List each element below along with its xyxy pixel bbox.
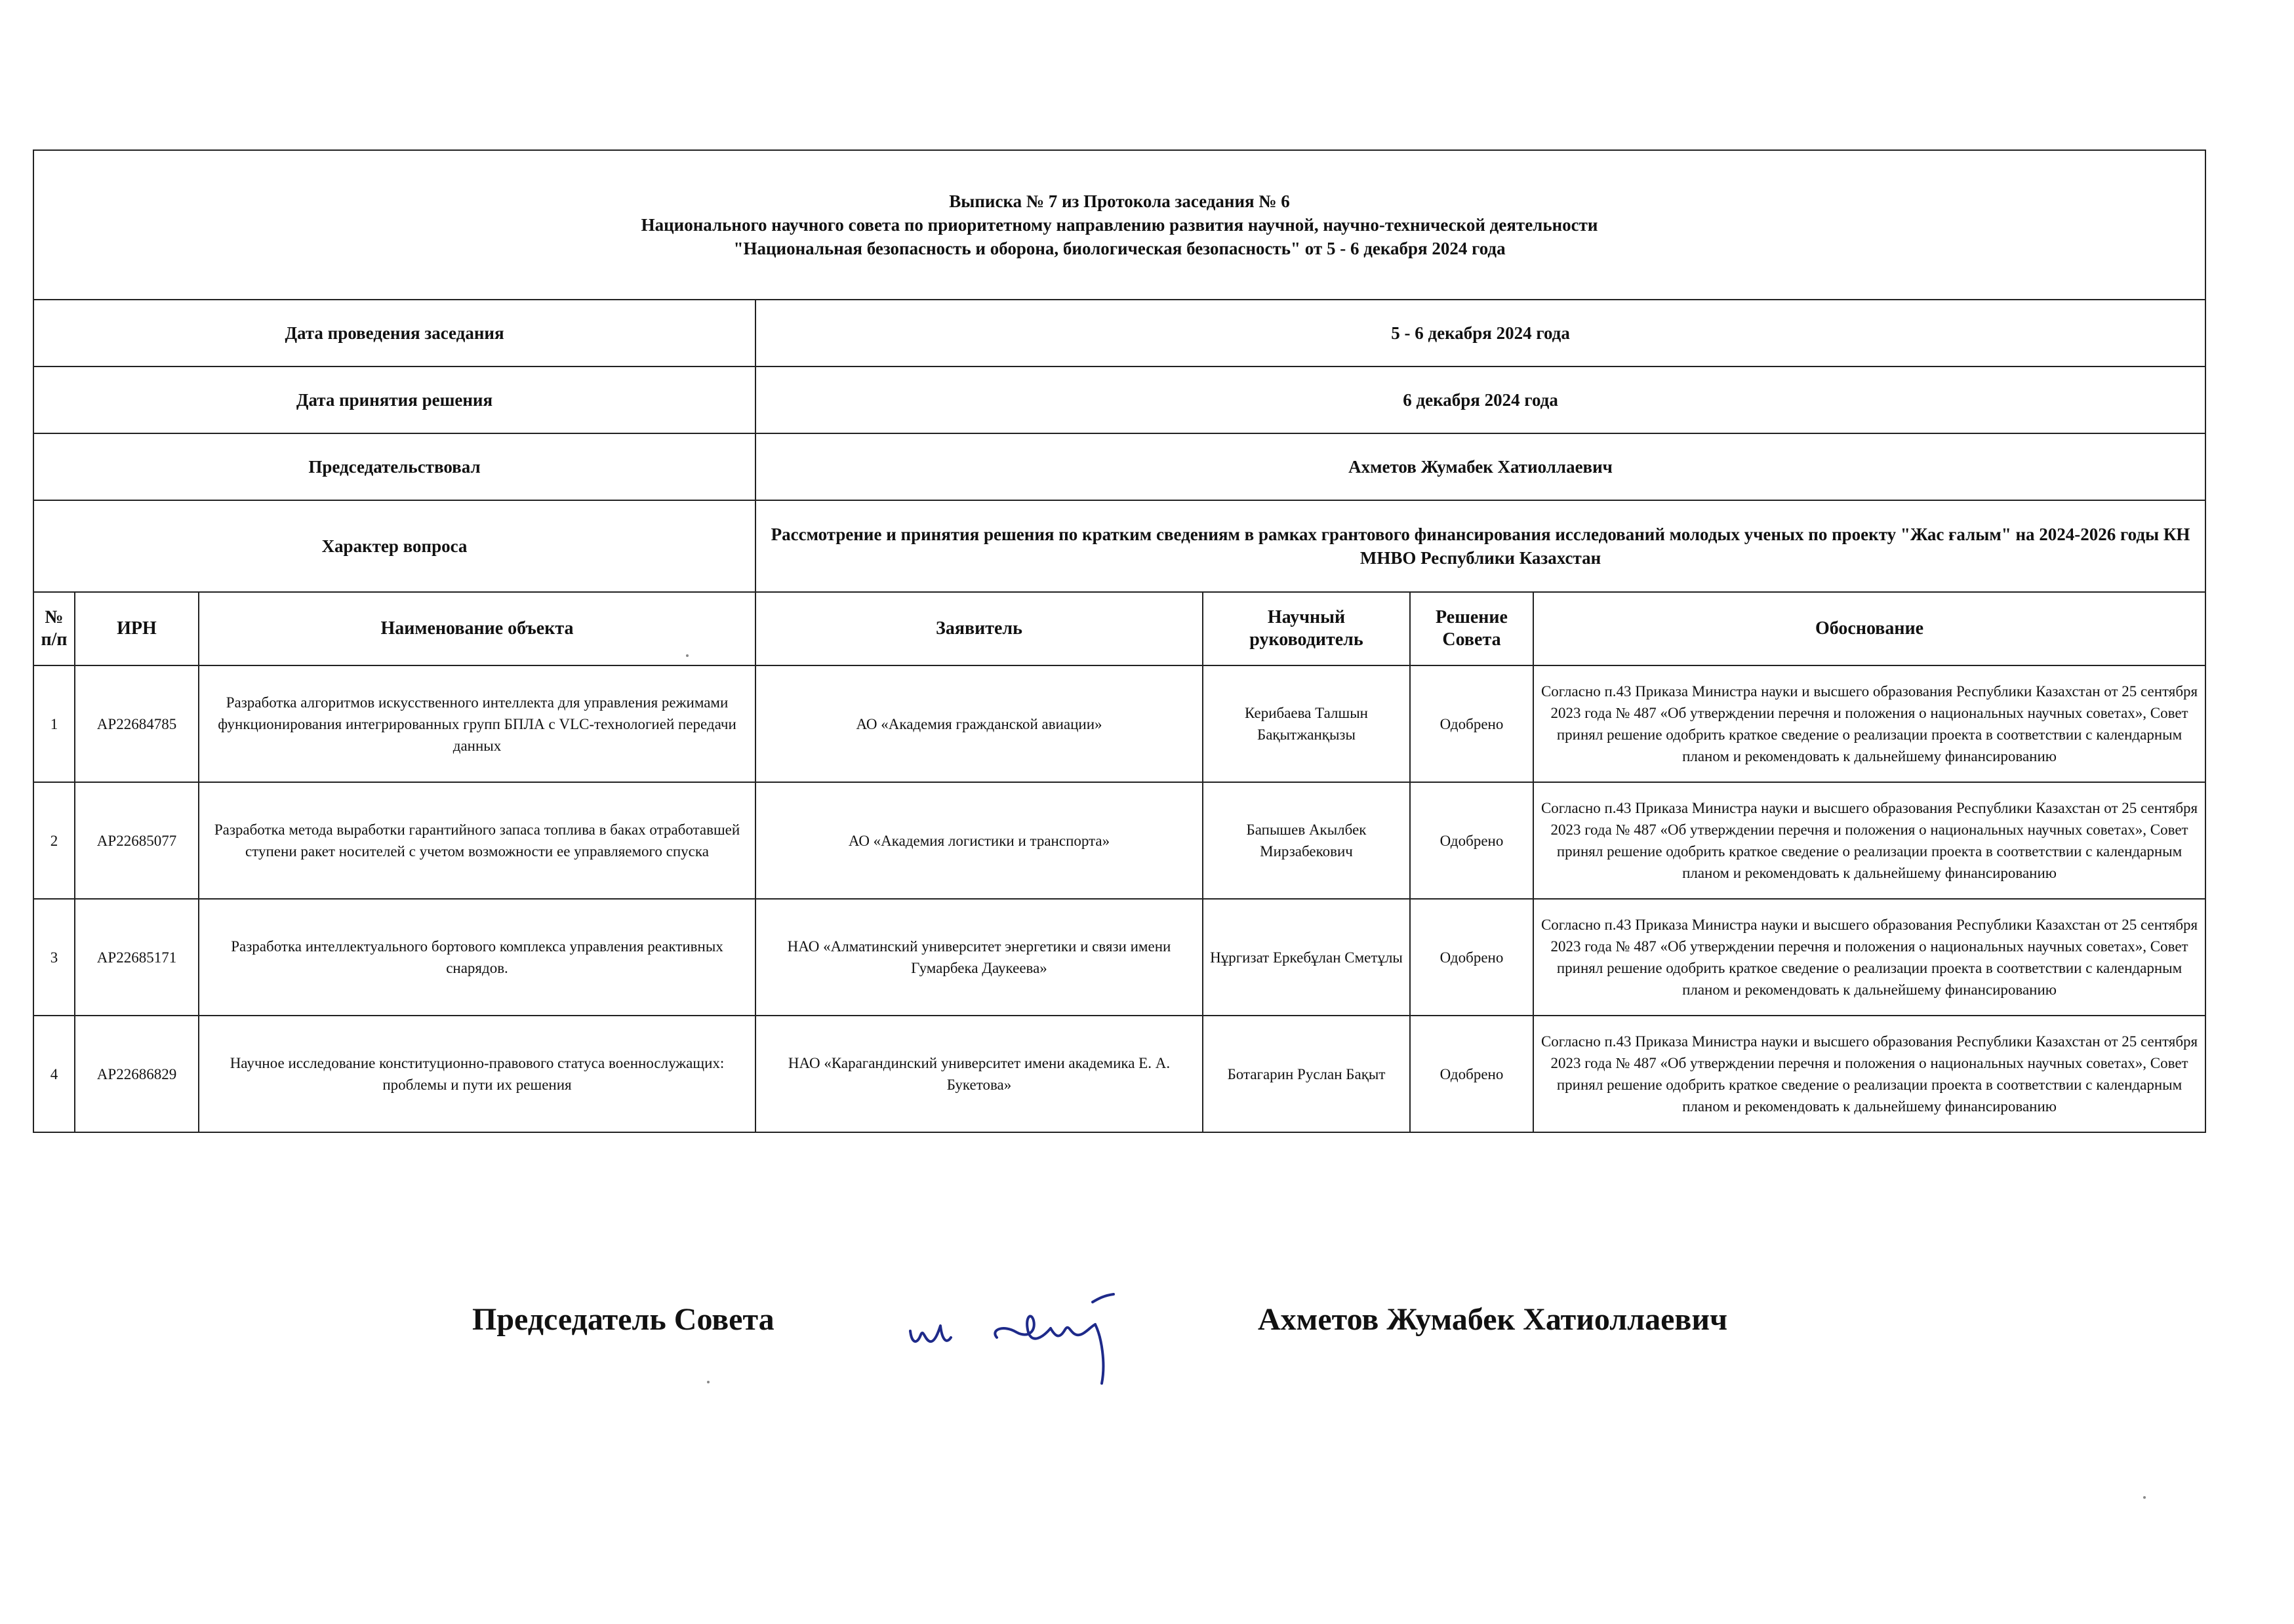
row-decision: Одобрено bbox=[1410, 665, 1533, 782]
header-line-2: Национального научного совета по приоритетному направлению развития научной, научно-технической деятельности bbox=[641, 215, 1598, 235]
row-supervisor: Керибаева Талшын Бақытжанқызы bbox=[1203, 665, 1410, 782]
decision-date-value: 6 декабря 2024 года bbox=[755, 366, 2205, 433]
row-justification: Согласно п.43 Приказа Министра науки и высшего образования Республики Казахстан от 25 сентября 2023 года № 487 «Об утверждении перечня и положения о национальных научных советах», Совет принял решение одобрить краткое сведение о реализации проекта в соответствии с календарным планом и рекомендовать к дальнейшему финансированию bbox=[1533, 1016, 2205, 1132]
table-column-headers bbox=[33, 592, 2205, 665]
col-header-decision: Решение Совета bbox=[1410, 592, 1533, 665]
row-name: Научное исследование конституционно-правового статуса военнослужащих: проблемы и пути их решения bbox=[199, 1016, 755, 1132]
row-name: Разработка алгоритмов искусственного интеллекта для управления режимами функционирования интегрированных групп БПЛА с VLC-технологией передачи данных bbox=[199, 665, 755, 782]
row-justification: Согласно п.43 Приказа Министра науки и высшего образования Республики Казахстан от 25 сентября 2023 года № 487 «Об утверждении перечня и положения о национальных научных советах», Совет принял решение одобрить краткое сведение о реализации проекта в соответствии с календарным планом и рекомендовать к дальнейшему финансированию bbox=[1533, 665, 2205, 782]
col-header-applicant: Заявитель bbox=[755, 592, 1203, 665]
row-applicant: НАО «Карагандинский университет имени академика Е. А. Букетова» bbox=[755, 1016, 1203, 1132]
row-decision: Одобрено bbox=[1410, 1016, 1533, 1132]
issue-value: Рассмотрение и принятия решения по кратким сведениям в рамках грантового финансирования исследований молодых ученых по проекту "Жас ғалым" на 2024-2026 годы КН МНВО Республики Казахстан bbox=[755, 500, 2205, 592]
row-decision: Одобрено bbox=[1410, 899, 1533, 1016]
col-header-justification: Обоснование bbox=[1533, 592, 2205, 665]
row-num: 4 bbox=[33, 1016, 75, 1132]
row-justification: Согласно п.43 Приказа Министра науки и высшего образования Республики Казахстан от 25 сентября 2023 года № 487 «Об утверждении перечня и положения о национальных научных советах», Совет принял решение одобрить краткое сведение о реализации проекта в соответствии с календарным планом и рекомендовать к дальнейшему финансированию bbox=[1533, 782, 2205, 899]
row-irn: AP22685171 bbox=[75, 899, 199, 1016]
handwritten-signature bbox=[905, 1292, 1161, 1390]
row-applicant: АО «Академия гражданской авиации» bbox=[755, 665, 1203, 782]
meeting-date-row bbox=[33, 300, 2205, 366]
decision-date-label: Дата принятия решения bbox=[33, 366, 755, 433]
row-irn: AP22686829 bbox=[75, 1016, 199, 1132]
chair-row bbox=[33, 433, 2205, 500]
row-name: Разработка метода выработки гарантийного запаса топлива в баках отработавшей ступени ракет носителей с учетом возможности ее управляемого спуска bbox=[199, 782, 755, 899]
table-row bbox=[33, 1016, 2205, 1132]
chair-position-label: Председатель Совета bbox=[472, 1302, 775, 1337]
meeting-date-label: Дата проведения заседания bbox=[33, 300, 755, 366]
row-name: Разработка интеллектуального бортового комплекса управления реактивных снарядов. bbox=[199, 899, 755, 1016]
header-line-1: Выписка № 7 из Протокола заседания № 6 bbox=[949, 191, 1290, 211]
col-header-supervisor: Научный руководитель bbox=[1203, 592, 1410, 665]
row-supervisor: Нұргизат Еркебұлан Сметұлы bbox=[1203, 899, 1410, 1016]
protocol-table bbox=[33, 149, 2206, 1133]
protocol-extract bbox=[33, 149, 2205, 1133]
scan-speck bbox=[686, 654, 689, 657]
row-irn: AP22685077 bbox=[75, 782, 199, 899]
row-supervisor: Ботагарин Руслан Бақыт bbox=[1203, 1016, 1410, 1132]
header-line-3: "Национальная безопасность и оборона, биологическая безопасность" от 5 - 6 декабря 2024 года bbox=[733, 239, 1506, 258]
document-header bbox=[33, 150, 2205, 300]
meeting-date-value: 5 - 6 декабря 2024 года bbox=[755, 300, 2205, 366]
issue-label: Характер вопроса bbox=[33, 500, 755, 592]
document-title bbox=[33, 150, 2205, 300]
chair-label: Председательствовал bbox=[33, 433, 755, 500]
chair-value: Ахметов Жумабек Хатиоллаевич bbox=[755, 433, 2205, 500]
scan-speck bbox=[707, 1381, 710, 1383]
row-applicant: АО «Академия логистики и транспорта» bbox=[755, 782, 1203, 899]
col-header-irn: ИРН bbox=[75, 592, 199, 665]
row-supervisor: Бапышев Акылбек Мирзабекович bbox=[1203, 782, 1410, 899]
col-header-num: № п/п bbox=[33, 592, 75, 665]
row-num: 2 bbox=[33, 782, 75, 899]
row-irn: AP22684785 bbox=[75, 665, 199, 782]
table-row bbox=[33, 665, 2205, 782]
row-decision: Одобрено bbox=[1410, 782, 1533, 899]
row-num: 3 bbox=[33, 899, 75, 1016]
col-header-name: Наименование объекта bbox=[199, 592, 755, 665]
issue-row bbox=[33, 500, 2205, 592]
table-row bbox=[33, 782, 2205, 899]
decision-date-row bbox=[33, 366, 2205, 433]
chair-name: Ахметов Жумабек Хатиоллаевич bbox=[1258, 1302, 1728, 1337]
row-justification: Согласно п.43 Приказа Министра науки и высшего образования Республики Казахстан от 25 сентября 2023 года № 487 «Об утверждении перечня и положения о национальных научных советах», Совет принял решение одобрить краткое сведение о реализации проекта в соответствии с календарным планом и рекомендовать к дальнейшему финансированию bbox=[1533, 899, 2205, 1016]
row-applicant: НАО «Алматинский университет энергетики и связи имени Гумарбека Даукеева» bbox=[755, 899, 1203, 1016]
table-row bbox=[33, 899, 2205, 1016]
row-num: 1 bbox=[33, 665, 75, 782]
scan-speck bbox=[2143, 1496, 2146, 1499]
